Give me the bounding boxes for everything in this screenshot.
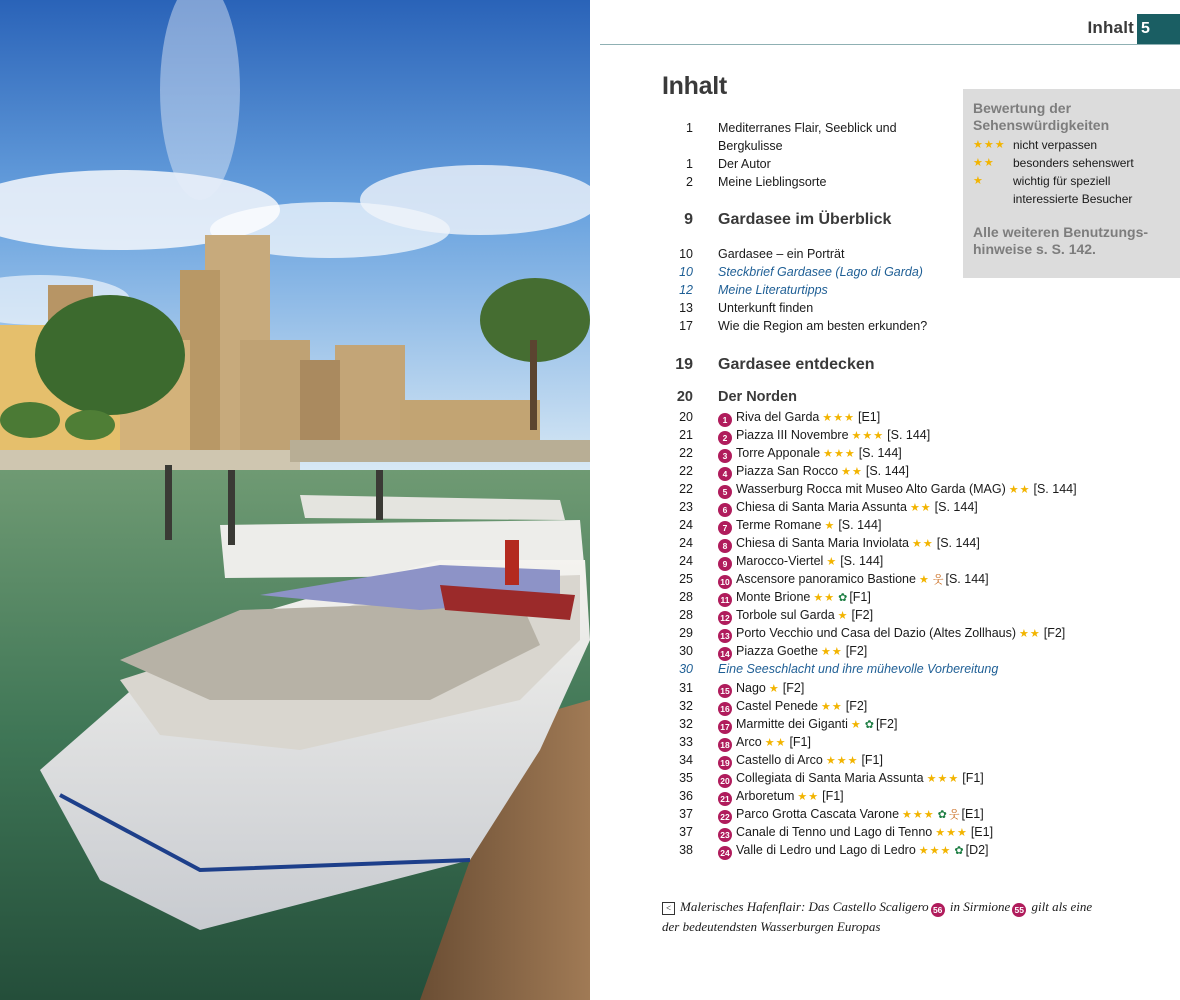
legend-row bbox=[973, 136, 1180, 154]
toc-page-number: 33 bbox=[679, 735, 693, 749]
toc-entry-content bbox=[718, 733, 811, 752]
toc-entry-content bbox=[718, 534, 980, 553]
toc-entry-title: Chiesa di Santa Maria Assunta bbox=[736, 500, 907, 514]
legend-footer-line1: Alle weiteren Benutzungs- bbox=[973, 224, 1149, 240]
toc-entry-title: Mediterranes Flair, Seeblick und bbox=[718, 121, 897, 135]
toc-entry-content bbox=[718, 245, 844, 263]
map-reference: [D2] bbox=[965, 843, 989, 857]
rating-stars-icon: ★ bbox=[826, 556, 838, 568]
star-icon: ★ bbox=[973, 175, 984, 187]
map-reference: [F1] bbox=[962, 771, 984, 785]
map-reference: [F2] bbox=[1043, 626, 1066, 640]
map-reference: [F1] bbox=[861, 753, 883, 767]
sight-number-badge: 14 bbox=[718, 647, 732, 661]
legend-row bbox=[973, 154, 1180, 172]
sight-number-badge: 7 bbox=[718, 521, 732, 535]
toc-entry-title: Ascensore panoramico Bastione bbox=[736, 572, 916, 586]
toc-page-number: 1 bbox=[686, 157, 693, 171]
sight-number-badge: 1 bbox=[718, 413, 732, 427]
sight-number-badge: 4 bbox=[718, 467, 732, 481]
toc-entry-title: Wasserburg Rocca mit Museo Alto Garda (MAG) bbox=[736, 482, 1006, 496]
toc-entry-title: Nago bbox=[736, 681, 766, 695]
legend-footer-line2: hinweise s. S. 142. bbox=[973, 241, 1096, 257]
map-reference: [S. 144] bbox=[945, 572, 989, 586]
rating-stars-icon: ★★ bbox=[1008, 484, 1031, 496]
toc-page-number: 24 bbox=[679, 518, 693, 532]
toc-entry-content bbox=[718, 841, 989, 860]
toc-entry-content bbox=[718, 119, 897, 137]
toc-entry-title: Torbole sul Garda bbox=[736, 608, 835, 622]
toc-entry-content bbox=[718, 444, 902, 463]
toc-entry-content bbox=[718, 498, 978, 517]
toc-page-number: 12 bbox=[679, 283, 693, 297]
toc-entry-title: Arco bbox=[736, 735, 762, 749]
toc-entry-content bbox=[718, 209, 891, 231]
toc-entry-content bbox=[718, 299, 813, 317]
toc-page-number: 22 bbox=[679, 446, 693, 460]
kids-icon: ✿ bbox=[864, 719, 874, 731]
toc-entry-content bbox=[718, 805, 984, 824]
sight-number-badge: 16 bbox=[718, 702, 732, 716]
toc-page-number: 31 bbox=[679, 681, 693, 695]
map-reference: [S. 144] bbox=[840, 554, 884, 568]
toc-page-number: 2 bbox=[686, 175, 693, 189]
toc-page-number: 28 bbox=[679, 590, 693, 604]
rating-stars-icon: ★★★ bbox=[926, 773, 960, 785]
rating-stars-icon: ★★ bbox=[764, 737, 787, 749]
photo-caption bbox=[662, 897, 1122, 936]
toc-entry-title: Meine Lieblingsorte bbox=[718, 175, 827, 189]
toc-entry-title: Piazza San Rocco bbox=[736, 464, 839, 478]
toc-entry-title: Castello di Arco bbox=[736, 753, 823, 767]
kids-icon: ✿ bbox=[954, 845, 964, 857]
toc-page-number: 32 bbox=[679, 699, 693, 713]
legend-row bbox=[973, 172, 1180, 190]
sight-number-badge: 9 bbox=[718, 557, 732, 571]
map-reference: [S. 144] bbox=[838, 518, 882, 532]
toc-entry-title: Piazza Goethe bbox=[736, 644, 818, 658]
rating-stars-icon: ★ bbox=[918, 574, 930, 586]
rating-stars-icon: ★★★ bbox=[935, 827, 968, 839]
toc-entry-title: Valle di Ledro und Lago di Ledro bbox=[736, 843, 916, 857]
page-number: 5 bbox=[1137, 14, 1180, 44]
toc-entry-content bbox=[718, 462, 909, 481]
rating-stars-icon: ★★★ bbox=[822, 412, 855, 424]
sight-number-badge: 18 bbox=[718, 738, 732, 752]
toc-page-number: 22 bbox=[679, 464, 693, 478]
toc-entry-title: Porto Vecchio und Casa del Dazio (Altes Zollhaus) bbox=[736, 626, 1017, 640]
toc-entry-content bbox=[718, 679, 804, 698]
rating-stars-icon: ★ bbox=[768, 683, 780, 695]
caption-badge-56: 56 bbox=[931, 903, 945, 917]
toc-entry-content bbox=[718, 552, 883, 571]
star-icon: ★★ bbox=[973, 157, 995, 169]
toc-entry-content bbox=[718, 426, 930, 445]
toc-entry-content bbox=[718, 516, 881, 535]
toc-page-number: 10 bbox=[679, 247, 693, 261]
toc-page-number: 20 bbox=[679, 410, 693, 424]
legend-row-text: nicht verpassen bbox=[1013, 138, 1098, 152]
toc-entry-content bbox=[718, 173, 826, 191]
legend-row-text: besonders sehenswert bbox=[1013, 156, 1134, 170]
toc-entry-title: Parco Grotta Cascata Varone bbox=[736, 807, 900, 821]
toc-entry-content bbox=[718, 263, 923, 281]
toc-page-number: 24 bbox=[679, 554, 693, 568]
toc-entry-content bbox=[718, 354, 875, 376]
toc-page-number: 25 bbox=[679, 572, 693, 586]
caption-text-3: gilt als eine bbox=[1031, 899, 1093, 914]
toc-page-number: 36 bbox=[679, 789, 693, 803]
rating-stars-icon: ★★ bbox=[1019, 628, 1041, 640]
toc-entry-content bbox=[718, 317, 927, 335]
rating-stars-icon: ★★★ bbox=[825, 755, 859, 767]
rating-stars-icon: ★★ bbox=[797, 791, 820, 803]
toc-entry-title: Der Norden bbox=[718, 389, 797, 405]
toc-entry-content bbox=[718, 137, 783, 155]
rating-stars-icon: ★ bbox=[837, 610, 849, 622]
toc-entry-content bbox=[718, 388, 797, 406]
toc-entry-title: Canale di Tenno und Lago di Tenno bbox=[736, 825, 933, 839]
sight-number-badge: 15 bbox=[718, 684, 732, 698]
toc-entry-title: Bergkulisse bbox=[718, 139, 783, 153]
rating-stars-icon: ★ bbox=[824, 520, 836, 532]
toc-page-number: 28 bbox=[679, 608, 693, 622]
sight-number-badge: 5 bbox=[718, 485, 732, 499]
legend-row-text: wichtig für speziell bbox=[1013, 174, 1111, 188]
toc-entry-title: Castel Penede bbox=[736, 699, 819, 713]
kids-icon: ✿ bbox=[838, 592, 848, 604]
rating-stars-icon: ★★★ bbox=[851, 430, 885, 442]
rating-legend-box bbox=[963, 89, 1180, 278]
toc-page-number: 17 bbox=[679, 319, 693, 333]
map-reference: [F2] bbox=[782, 681, 805, 695]
sight-number-badge: 13 bbox=[718, 629, 732, 643]
toc-page-number: 21 bbox=[679, 428, 693, 442]
toc-page-number: 29 bbox=[679, 626, 693, 640]
toc-entry-title: Arboretum bbox=[736, 789, 795, 803]
sight-number-badge: 3 bbox=[718, 449, 732, 463]
sight-number-badge: 8 bbox=[718, 539, 732, 553]
toc-entry-title: Piazza III Novembre bbox=[736, 428, 849, 442]
sight-number-badge: 24 bbox=[718, 846, 732, 860]
map-reference: [F2] bbox=[851, 608, 874, 622]
toc-entry-title: Unterkunft finden bbox=[718, 301, 814, 315]
map-reference: [E1] bbox=[857, 410, 881, 424]
toc-entry-content bbox=[718, 480, 1077, 499]
family-icon: 웃 bbox=[932, 574, 944, 586]
map-reference: [S. 144] bbox=[934, 500, 978, 514]
toc-entry-title: Steckbrief Gardasee (Lago di Garda) bbox=[718, 265, 923, 279]
toc-entry-title: Collegiata di Santa Maria Assunta bbox=[736, 771, 924, 785]
caption-text-1: Malerisches Hafenflair: Das Castello Scaligero bbox=[680, 899, 929, 914]
map-reference: [S. 144] bbox=[936, 536, 980, 550]
toc-entry-content bbox=[718, 624, 1065, 643]
toc-entry-content bbox=[718, 697, 867, 716]
rating-stars-icon: ★★★ bbox=[902, 809, 935, 821]
sight-number-badge: 11 bbox=[718, 593, 732, 607]
sight-number-badge: 17 bbox=[718, 720, 732, 734]
toc-entry-content bbox=[718, 588, 871, 607]
toc-page-number: 20 bbox=[676, 389, 693, 405]
toc-entry-content bbox=[718, 660, 998, 678]
toc-entry-content bbox=[718, 408, 880, 427]
toc-page-number: 30 bbox=[679, 644, 693, 658]
toc-entry-content bbox=[718, 715, 898, 734]
toc-entry-content bbox=[718, 281, 828, 299]
toc-entry-content bbox=[718, 642, 867, 661]
toc-page-number: 24 bbox=[679, 536, 693, 550]
sight-number-badge: 23 bbox=[718, 828, 732, 842]
toc-page-number: 37 bbox=[679, 825, 693, 839]
map-reference: [S. 144] bbox=[865, 464, 909, 478]
header-rule bbox=[600, 44, 1180, 45]
toc-entry-title: Terme Romane bbox=[736, 518, 822, 532]
rating-stars-icon: ★★ bbox=[813, 592, 836, 604]
toc-entry-title: Chiesa di Santa Maria Inviolata bbox=[736, 536, 910, 550]
rating-stars-icon: ★★ bbox=[912, 538, 934, 550]
legend-row-text: interessierte Besucher bbox=[1013, 192, 1133, 206]
toc-entry-title: Monte Brione bbox=[736, 590, 811, 604]
toc-entry-title: Gardasee – ein Porträt bbox=[718, 247, 845, 261]
legend-heading-line1: Bewertung der bbox=[973, 100, 1072, 116]
rating-stars-icon: ★★ bbox=[821, 701, 843, 713]
toc-page-number: 30 bbox=[679, 662, 693, 676]
map-reference: [F1] bbox=[849, 590, 871, 604]
legend-rows bbox=[973, 136, 1180, 208]
legend-heading-line2: Sehenswürdigkeiten bbox=[973, 117, 1110, 133]
map-reference: [F2] bbox=[875, 717, 898, 731]
rating-stars-icon: ★★ bbox=[821, 646, 843, 658]
toc-entry-title: Gardasee im Überblick bbox=[718, 211, 892, 228]
toc-entry-content bbox=[718, 751, 883, 770]
family-icon: 웃 bbox=[948, 809, 960, 821]
toc-entry-title: Gardasee entdecken bbox=[718, 356, 875, 373]
legend-row bbox=[973, 190, 1180, 208]
sight-number-badge: 19 bbox=[718, 756, 732, 770]
sight-number-badge: 10 bbox=[718, 575, 732, 589]
rating-stars-icon: ★★ bbox=[841, 466, 863, 478]
sight-number-badge: 2 bbox=[718, 431, 732, 445]
caption-text-4: der bedeutendsten Wasserburgen Europas bbox=[662, 919, 881, 934]
toc-entry-title: Torre Apponale bbox=[736, 446, 821, 460]
toc-page-number: 22 bbox=[679, 482, 693, 496]
toc-page-number: 1 bbox=[686, 121, 693, 135]
toc-page-number: 32 bbox=[679, 717, 693, 731]
rating-stars-icon: ★★★ bbox=[918, 845, 952, 857]
sight-number-badge: 6 bbox=[718, 503, 732, 517]
toc-entry-content bbox=[718, 823, 993, 842]
sight-number-badge: 22 bbox=[718, 810, 732, 824]
toc-page-number: 23 bbox=[679, 500, 693, 514]
caption-text-2: in Sirmione bbox=[949, 899, 1011, 914]
toc-entry-title: Meine Literaturtipps bbox=[718, 283, 828, 297]
toc-entry-title: Marmitte dei Giganti bbox=[736, 717, 848, 731]
map-reference: [E1] bbox=[961, 807, 984, 821]
toc-page-number: 13 bbox=[679, 301, 693, 315]
toc-entry-content bbox=[718, 769, 984, 788]
map-reference: [E1] bbox=[970, 825, 994, 839]
toc-page-number: 34 bbox=[679, 753, 693, 767]
star-icon: ★★★ bbox=[973, 139, 1006, 151]
toc-page-number: 10 bbox=[679, 265, 693, 279]
map-reference: [F1] bbox=[822, 789, 844, 803]
toc-entry-title: Riva del Garda bbox=[736, 410, 820, 424]
map-reference: [F1] bbox=[789, 735, 811, 749]
page-title: Inhalt bbox=[662, 72, 727, 100]
toc-entry-title: Marocco-Viertel bbox=[736, 554, 824, 568]
sight-number-badge: 12 bbox=[718, 611, 732, 625]
map-reference: [S. 144] bbox=[887, 428, 931, 442]
toc-page-number: 19 bbox=[675, 356, 693, 373]
toc-entry-title: Wie die Region am besten erkunden? bbox=[718, 319, 928, 333]
toc-entry-title: Eine Seeschlacht und ihre mühevolle Vorbereitung bbox=[718, 662, 999, 676]
toc-entry-content bbox=[718, 606, 873, 625]
map-reference: [F2] bbox=[845, 644, 868, 658]
toc-entry-content bbox=[718, 787, 844, 806]
toc-entry-content bbox=[718, 570, 989, 589]
map-reference: [F2] bbox=[845, 699, 868, 713]
toc-page-number: 37 bbox=[679, 807, 693, 821]
rating-stars-icon: ★ bbox=[850, 719, 862, 731]
sight-number-badge: 21 bbox=[718, 792, 732, 806]
caption-badge-55: 55 bbox=[1012, 903, 1026, 917]
running-header-label: Inhalt bbox=[1087, 18, 1134, 37]
toc-page-number: 38 bbox=[679, 843, 693, 857]
toc-entry-title: Der Autor bbox=[718, 157, 771, 171]
toc-page-number: 9 bbox=[684, 211, 693, 228]
arrow-left-icon: < bbox=[662, 902, 675, 915]
kids-icon: ✿ bbox=[937, 809, 947, 821]
sight-number-badge: 20 bbox=[718, 774, 732, 788]
rating-stars-icon: ★★★ bbox=[823, 448, 856, 460]
toc-entry-content bbox=[718, 155, 771, 173]
map-reference: [S. 144] bbox=[1033, 482, 1077, 496]
rating-stars-icon: ★★ bbox=[909, 502, 932, 514]
map-reference: [S. 144] bbox=[858, 446, 902, 460]
toc-page-number: 35 bbox=[679, 771, 693, 785]
